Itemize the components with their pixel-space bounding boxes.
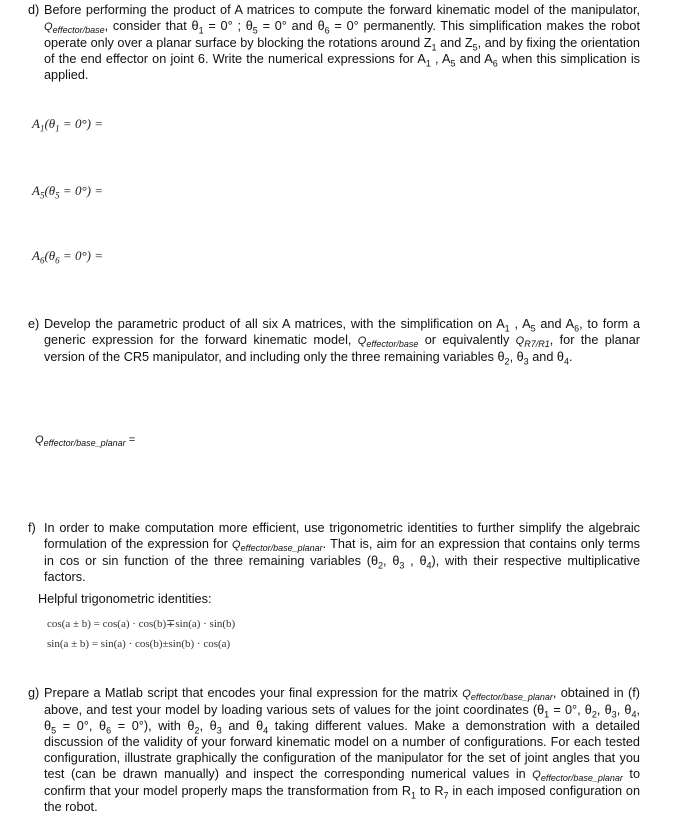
equation-a1: $A_1(\theta_1 = 0^\circ)$ = xyxy=(32,116,103,134)
question-f-text: f) In order to make computation more efficient, use trigonometric identities to further simplify the algebraic formulation of the expression for $Q_{effector/base\_planar}$. That is, aim for an expression that contains only terms in cos or sin function of the three remaining variables ($\theta_2$, $\theta_3$ , $\theta_4$), with their respective multiplicative factors. xyxy=(28,521,641,584)
question-e-label: e) xyxy=(28,317,40,331)
sin-identity: sin(a ± b) = sin(a) · cos(b)±sin(b) · cos(a) xyxy=(47,638,231,650)
question-g-text: g) Prepare a Matlab script that encodes your final expression for the matrix $Q_{effector/base\_planar}$, obtained in (f) above, and test your model by loading various sets of values for the joint coordinates ($\theta_1 = 0^\circ$, $\theta_2$, $\theta_3$, $\theta_4$, $\theta_5 = 0^\circ$, $\theta_6 = 0^\circ$), with $\theta_2$, $\theta_3$ and $\theta_4$ taking different values. Make a demonstration with a detailed discussion of the validity of your forward kinematic model on a number of configurations. For each tested configuration, illustrate graphically the configuration of the manipulator for the set of joint angles that you test (can be drawn manually) and inspect the corresponding numerical values in $Q_{effector/base\_planar}$ to confirm that your model properly maps the transformation from $R_1$ to $R_7$ in each imposed configuration on the robot. xyxy=(28,686,641,814)
question-e-text: e) Develop the parametric product of all six A matrices, with the simplification on $A_1$ , $A_5$ and $A_6$, to form a generic expression for the forward kinematic model, $Q_{effector/base}$ or equivalently $Q_{R7/R1}$, for the planar version of the CR5 manipulator, and including only the three remaining variables $\theta_2$, $\theta_3$ and $\theta_4$. xyxy=(28,317,641,367)
helpful-identities-heading: Helpful trigonometric identities: xyxy=(38,592,212,606)
question-d-text: d) Before performing the product of A matrices to compute the forward kinematic model of the manipulator, $Q_{effector/base}$, consider that $\theta_1 = 0^\circ$ ; $\theta_5 = 0^\circ$ and $\theta_6 = 0^\circ$ permanently. This simplification makes the robot operate only over a planar surface by blocking the rotations around $Z_1$ and $Z_5$, and by fixing the orientation of the end effector on joint 6. Write the numerical expressions for $A_1$ , $A_5$ and $A_6$ when this simplication is applied. xyxy=(28,3,640,82)
q-planar-expression: $Q_{effector/base\_planar}$ = xyxy=(35,434,136,449)
question-d-label: d) xyxy=(28,3,40,17)
cos-identity: cos(a ± b) = cos(a) · cos(b)∓sin(a) · sin(b) xyxy=(47,618,236,630)
equation-a6: $A_6(\theta_6 = 0^\circ)$ = xyxy=(32,248,103,266)
question-g-label: g) xyxy=(28,686,40,700)
equation-a5: $A_5(\theta_5 = 0^\circ)$ = xyxy=(32,183,103,201)
question-f-label: f) xyxy=(28,521,36,535)
